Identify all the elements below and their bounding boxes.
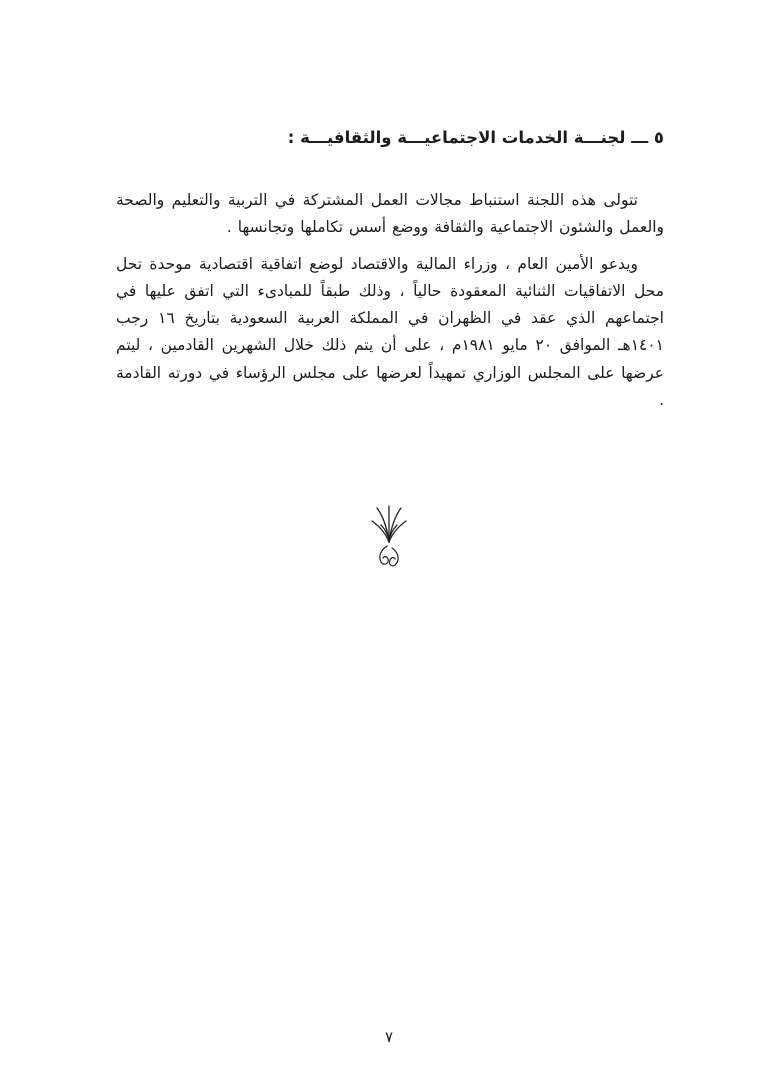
paragraph-economic-agreement: ويدعو الأمين العام ، وزراء المالية والاقتصاد لوضع اتفاقية اقتصادية موحدة تحل محل الاتفاقيات الثنائية المعقودة حالياً ، وذلك طبقاً للمبادىء التي اتفق عليها في اجتماعهم الذي عقد في الظهران في المملكة العربية السعودية بتاريخ ١٦ رجب ١٤٠١هـ الموافق ٢٠ مايو ١٩٨١م ، على أن يتم ذلك خلال الشهرين القادمين ، ليتم عرضها على المجلس الوزاري تمهيداً لعرضها على مجلس الرؤساء في دورته القادمة . — [116, 254, 664, 409]
section-heading: ٥ ـــ لجنـــة الخدمات الاجتماعيـــة والثقافيـــة : — [287, 128, 664, 147]
text-block — [116, 128, 664, 423]
paragraph-committee-role: تتولى هذه اللجنة استنباط مجالات العمل المشتركة في التربية والتعليم والصحة والعمل والشئون الاجتماعية والثقافة ووضع أسس تكاملها وتجانسها . — [116, 191, 664, 237]
page-number: ٧ — [384, 1028, 394, 1046]
fleuron-ornament-icon — [367, 498, 411, 580]
ornament-container — [0, 498, 778, 580]
